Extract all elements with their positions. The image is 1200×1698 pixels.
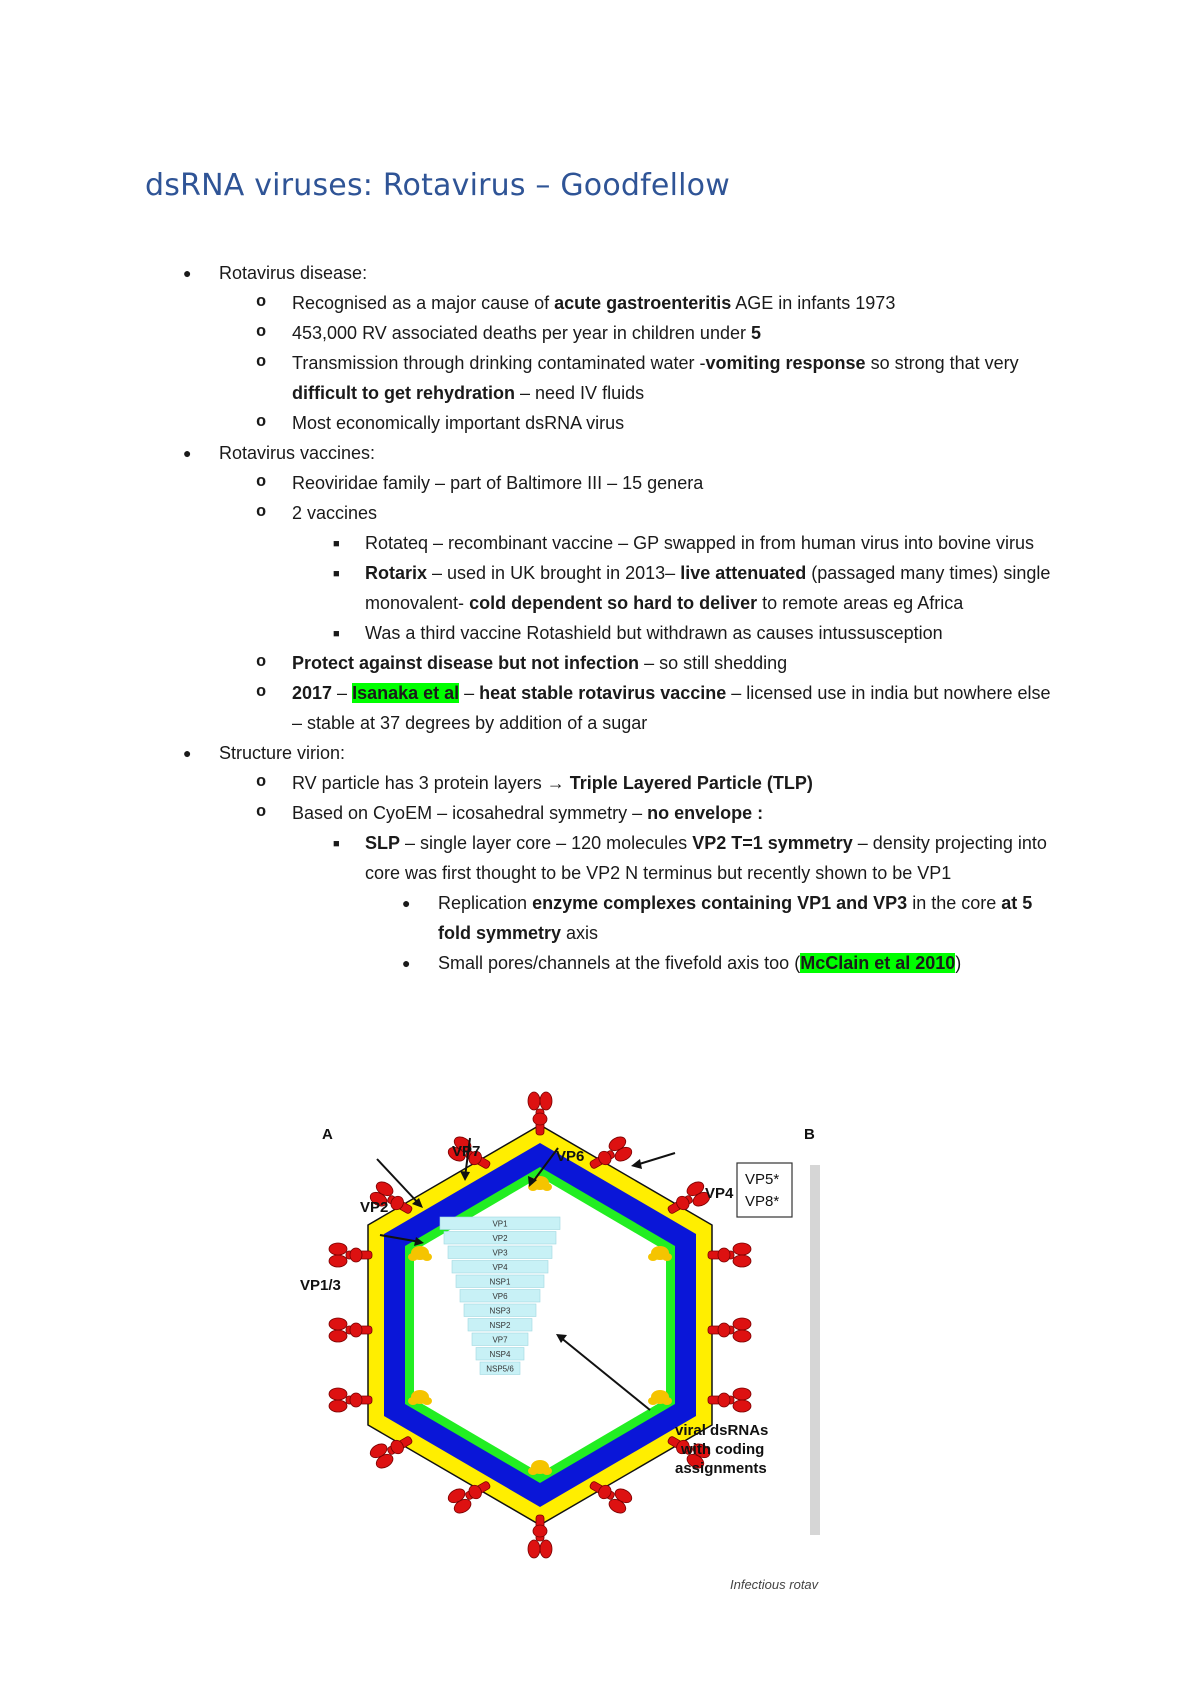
- rna-segment: [468, 1319, 532, 1332]
- rna-segment-label: VP2: [492, 1234, 508, 1243]
- highlighted-citation: Isanaka et al: [352, 683, 460, 703]
- bullet-circle-icon: o: [256, 653, 267, 672]
- bullet-square-icon: ■: [333, 628, 340, 640]
- list-item: o 2 vaccines: [0, 498, 1200, 528]
- vp5-label: VP5*: [745, 1171, 780, 1188]
- dsrna-caption-3: assignments: [675, 1460, 767, 1477]
- rna-segment: [448, 1246, 552, 1259]
- rna-segment-label: VP1: [492, 1219, 508, 1229]
- bullet-dot-icon: ●: [402, 955, 411, 971]
- vp7-label: VP7: [452, 1143, 481, 1160]
- rna-segment: [440, 1217, 560, 1230]
- vp5-vp8-box: [737, 1163, 792, 1217]
- list-item: o Based on CyoEM – icosahedral symmetry – no envelope :: [0, 798, 1200, 828]
- rna-segment: [452, 1261, 548, 1274]
- list-item: o Protect against disease but not infection – so still shedding: [0, 648, 1200, 678]
- rna-segment-label: NSP5/6: [486, 1364, 514, 1374]
- bullet-circle-icon: o: [256, 683, 267, 702]
- rna-segment-label: NSP4: [489, 1350, 511, 1359]
- rna-segment: [444, 1232, 556, 1245]
- bullet-square-icon: ■: [333, 838, 340, 850]
- rna-segment-label: VP7: [492, 1335, 508, 1345]
- panel-b-image-strip: [810, 1165, 820, 1535]
- bullet-circle-icon: o: [256, 353, 267, 372]
- bullet-circle-icon: o: [256, 473, 267, 492]
- page-title: dsRNA viruses: Rotavirus – Goodfellow: [145, 168, 730, 203]
- list-item: o 453,000 RV associated deaths per year in children under 5: [0, 318, 1200, 348]
- list-item: o 2017 – Isanaka et al – heat stable rotavirus vaccine – licensed use in india but nowhere else – stable at 37 degrees by addition of a sugar: [0, 678, 1200, 738]
- dsrna-caption-1: viral dsRNAs: [675, 1422, 769, 1439]
- list-item: ■ Rotateq – recombinant vaccine – GP swapped in from human virus into bovine virus: [0, 528, 1200, 558]
- list-item: ■ Rotarix – used in UK brought in 2013– live attenuated (passaged many times) single monovalent- cold dependent so hard to deliver to remote areas eg Africa: [0, 558, 1200, 618]
- vp4-spike: [708, 1388, 751, 1412]
- bullet-dot-icon: ●: [402, 895, 411, 911]
- vp4-spike: [528, 1515, 552, 1558]
- rna-segment: [472, 1333, 528, 1346]
- rna-segment-label: VP4: [492, 1263, 508, 1272]
- diagram-svg: [300, 1105, 830, 1592]
- bullet-square-icon: ■: [333, 568, 340, 580]
- vp8-label: VP8*: [745, 1193, 780, 1210]
- bullet-circle-icon: o: [256, 503, 267, 522]
- vp4-spike: [329, 1388, 372, 1412]
- list-item: o Reoviridae family – part of Baltimore III – 15 genera: [0, 468, 1200, 498]
- vp4-label: VP4: [705, 1185, 734, 1202]
- list-item: o RV particle has 3 protein layers → Triple Layered Particle (TLP): [0, 768, 1200, 798]
- vp13-label: VP1/3: [300, 1277, 341, 1294]
- list-item: o Transmission through drinking contaminated water -vomiting response so strong that very difficult to get rehydration – need IV fluids: [0, 348, 1200, 408]
- panel-b-label: B: [804, 1126, 815, 1143]
- rna-segment-label: VP3: [492, 1248, 508, 1258]
- panel-a-label: A: [322, 1126, 333, 1143]
- rna-segment: [476, 1348, 524, 1361]
- bullet-circle-icon: o: [256, 293, 267, 312]
- list-item: o Recognised as a major cause of acute gastroenteritis AGE in infants 1973: [0, 288, 1200, 318]
- partial-caption: Infectious rotav: [730, 1577, 819, 1592]
- vp6-label: VP6: [556, 1148, 585, 1165]
- rna-segment-label: NSP1: [489, 1277, 511, 1287]
- list-item: ■ SLP – single layer core – 120 molecules VP2 T=1 symmetry – density projecting into core was first thought to be VP2 N terminus but recently shown to be VP1: [0, 828, 1200, 888]
- rna-segment: [460, 1290, 540, 1303]
- bullet-circle-icon: o: [256, 413, 267, 432]
- highlighted-citation: McClain et al 2010: [800, 953, 956, 973]
- rna-segment-label: NSP2: [489, 1321, 511, 1330]
- rotavirus-structure-diagram: [300, 1105, 830, 1592]
- list-item: ● Structure virion:: [0, 738, 1200, 768]
- rna-segment-label: VP6: [492, 1292, 508, 1301]
- vp4-spike: [528, 1092, 552, 1135]
- rna-segment: [464, 1304, 536, 1317]
- bullet-circle-icon: o: [256, 773, 267, 792]
- list-item: ● Rotavirus disease:: [0, 258, 1200, 288]
- bullet-dot-icon: ●: [183, 745, 192, 761]
- bullet-circle-icon: o: [256, 323, 267, 342]
- vp4-spike: [329, 1243, 372, 1267]
- vp4-spike: [708, 1318, 751, 1342]
- rna-segment: [480, 1362, 520, 1375]
- list-item: ● Small pores/channels at the fivefold axis too (McClain et al 2010): [0, 948, 1200, 978]
- bullet-dot-icon: ●: [183, 265, 192, 281]
- vp4-spike: [329, 1318, 372, 1342]
- list-item: o Most economically important dsRNA virus: [0, 408, 1200, 438]
- list-item: ● Replication enzyme complexes containing VP1 and VP3 in the core at 5 fold symmetry axis: [0, 888, 1200, 948]
- dsrna-caption-2: with coding: [681, 1441, 765, 1458]
- notes-list: [0, 258, 1200, 978]
- rna-segment-label: NSP3: [489, 1306, 511, 1316]
- bullet-square-icon: ■: [333, 538, 340, 550]
- rna-segment: [456, 1275, 544, 1288]
- list-item: ● Rotavirus vaccines:: [0, 438, 1200, 468]
- vp4-spike: [708, 1243, 751, 1267]
- list-item: ■ Was a third vaccine Rotashield but withdrawn as causes intussusception: [0, 618, 1200, 648]
- arrow-right-icon: →: [546, 773, 565, 793]
- bullet-dot-icon: ●: [183, 445, 192, 461]
- vp2-label: VP2: [360, 1199, 389, 1216]
- bullet-circle-icon: o: [256, 803, 267, 822]
